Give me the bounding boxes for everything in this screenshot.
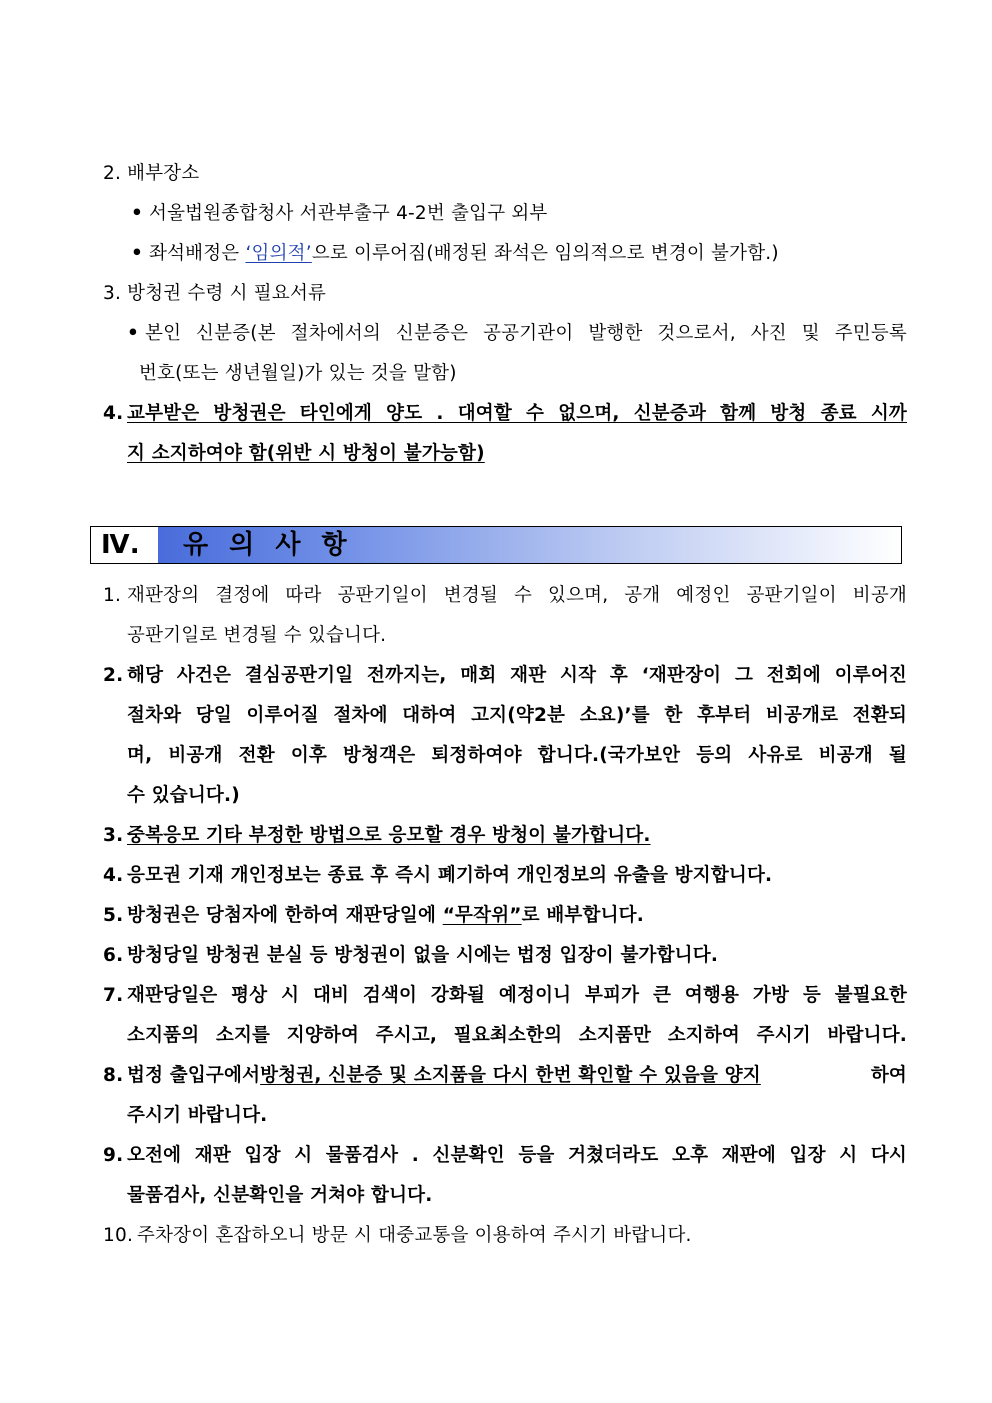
note-7-number: 7. <box>103 985 124 1006</box>
distribution-heading: 2. 배부장소 <box>103 163 200 184</box>
bullet-icon: • <box>127 323 140 344</box>
note-2-line-2: 절차와 당일 이루어질 절차에 대하여 고지(약2분 소요)’를 한 후부터 비공개로 전환되 <box>127 705 907 726</box>
note-3-line-1: 중복응모 기타 부정한 방법으로 응모할 경우 방청이 불가합니다. <box>127 825 651 846</box>
bullet-icon: • <box>131 243 144 264</box>
distribution-bullet-2: • 좌석배정은 ‘임의적’으로 이루어짐(배정된 좌석은 임의적으로 변경이 불가함.) <box>131 243 779 264</box>
confirmation-emphasis: 방청권, 신분증 및 소지품을 다시 한번 확인할 수 있음을 양지 <box>260 1065 761 1086</box>
note-8-line-2: 주시기 바랍니다. <box>127 1105 268 1126</box>
bullet-icon: • <box>131 203 144 224</box>
arbitrary-seat-link[interactable]: ‘임의적’ <box>245 243 312 264</box>
section-header <box>90 526 902 564</box>
documents-bullet-1-cont: 번호(또는 생년월일)가 있는 것을 말함) <box>139 363 457 384</box>
note-8-number: 8. <box>103 1065 124 1086</box>
note-3-number: 3. <box>103 825 124 846</box>
note-1-number: 1. <box>103 585 122 606</box>
note-2-line-1: 해당 사건은 결심공판기일 전까지는, 매회 재판 시작 후 ‘재판장이 그 전회에 이루어진 <box>127 665 907 686</box>
distribution-bullet-1: • 서울법원종합청사 서관부출구 4-2번 출입구 외부 <box>131 203 548 224</box>
random-emphasis: “무작위” <box>442 905 522 926</box>
note-10-line-1: 주차장이 혼잡하오니 방문 시 대중교통을 이용하여 주시기 바랍니다. <box>137 1225 692 1246</box>
note-9-number: 9. <box>103 1145 124 1166</box>
note-10-number: 10. <box>103 1225 134 1246</box>
note-2-line-3: 며, 비공개 전환 이후 방청객은 퇴정하여야 합니다.(국가보안 등의 사유로 비공개 될 <box>127 745 907 766</box>
transfer-line-2: 지 소지하여야 함(위반 시 방청이 불가능함) <box>127 443 485 464</box>
transfer-line-1: 교부받은 방청권은 타인에게 양도 . 대여할 수 없으며, 신분증과 함께 방청 종료 시까 <box>127 403 907 424</box>
note-5-line-1: 방청권은 당첨자에 한하여 재판당일에 “무작위”로 배부합니다. <box>127 905 644 926</box>
note-4-line-1: 응모권 기재 개인정보는 종료 후 즉시 폐기하여 개인정보의 유출을 방지합니다. <box>127 865 773 886</box>
note-1-line-1: 재판장의 결정에 따라 공판기일이 변경될 수 있으며, 공개 예정인 공판기일이 비공개 <box>127 585 907 606</box>
section-title: 유 의 사 항 <box>183 530 353 560</box>
documents-heading: 3. 방청권 수령 시 필요서류 <box>103 283 327 304</box>
note-1-line-2: 공판기일로 변경될 수 있습니다. <box>127 625 387 646</box>
section-number: Ⅳ. <box>91 527 158 563</box>
note-2-number: 2. <box>103 665 124 686</box>
documents-bullet-1: • 본인 신분증(본 절차에서의 신분증은 공공기관이 발행한 것으로서, 사진 및 주민등록 <box>127 323 907 344</box>
note-7-line-1: 재판당일은 평상 시 대비 검색이 강화될 예정이니 부피가 큰 여행용 가방 등 불필요한 <box>127 985 907 1006</box>
note-7-line-2: 소지품의 소지를 지양하여 주시고, 필요최소한의 소지품만 소지하여 주시기 바랍니다. <box>127 1025 907 1046</box>
note-8-line-1: 법정 출입구에서 방청권, 신분증 및 소지품을 다시 한번 확인할 수 있음을 양지 하여 <box>127 1065 907 1086</box>
note-4-number: 4. <box>103 865 124 886</box>
note-2-line-4: 수 있습니다.) <box>127 785 240 806</box>
transfer-number: 4. <box>103 403 124 424</box>
note-6-number: 6. <box>103 945 124 966</box>
note-9-line-1: 오전에 재판 입장 시 물품검사 . 신분확인 등을 거쳤더라도 오후 재판에 입장 시 다시 <box>127 1145 907 1166</box>
note-6-line-1: 방청당일 방청권 분실 등 방청권이 없을 시에는 법정 입장이 불가합니다. <box>127 945 719 966</box>
note-5-number: 5. <box>103 905 124 926</box>
note-9-line-2: 물품검사, 신분확인을 거쳐야 합니다. <box>127 1185 433 1206</box>
